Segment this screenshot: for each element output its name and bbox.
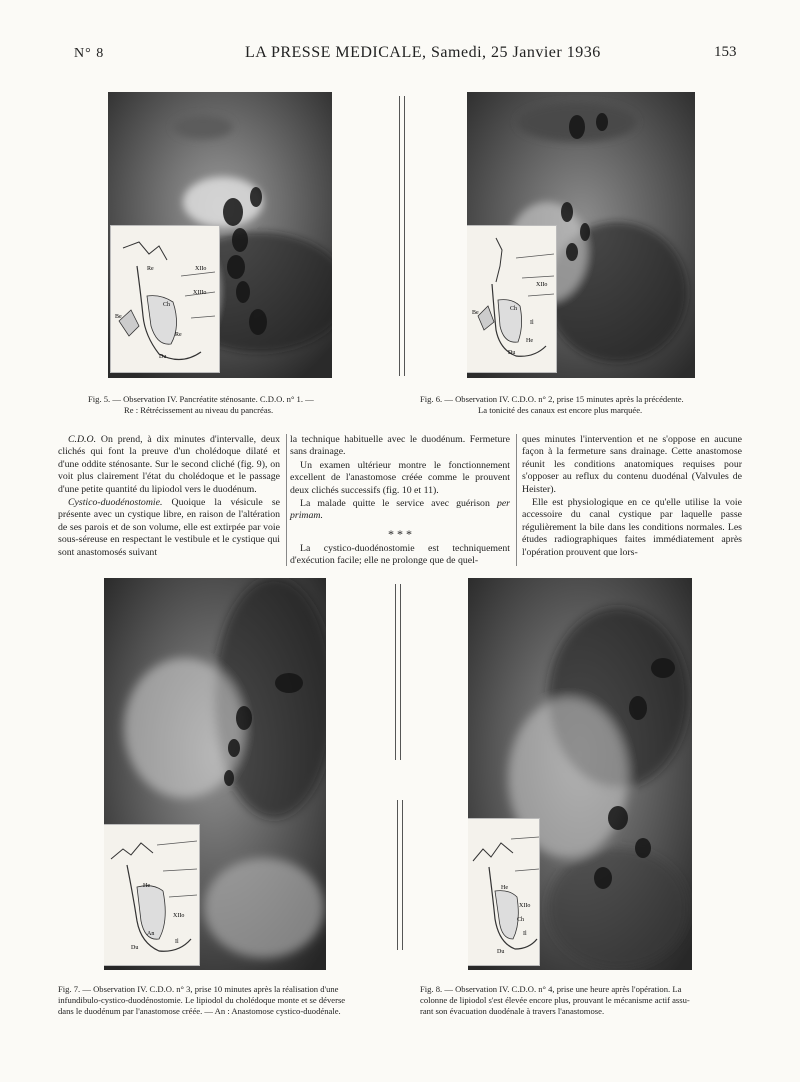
paragraph-body: Quoique la vésicule se présente avec un cystique libre, en raison de l'altération de ses parois et de son volume, elle est extirpée par voie sous-séreuse en respectant le vestibule et le cystique qui sont anastomosés suivant	[58, 497, 280, 558]
schematic-label: Il	[523, 931, 527, 937]
figure-5-radiograph	[108, 92, 332, 378]
schematic-label: Ch	[510, 306, 518, 312]
page-number: 153	[714, 44, 737, 60]
figure-5-schematic	[110, 225, 220, 373]
paragraph-lead: C.D.O.	[68, 434, 97, 445]
divider-line	[399, 96, 400, 376]
divider-line	[395, 584, 396, 760]
paragraph: La cystico-duodénostomie est techniquement d'exécution facile; elle ne prolonge que de quel-	[290, 542, 510, 567]
text-column-1	[58, 434, 280, 560]
caption-line: infundibulo-cystico-duodénostomie. Le lipiodol du cholédoque monte et se déverse	[58, 995, 346, 1005]
schematic-label: Re	[175, 332, 182, 338]
schematic-label: Be	[472, 310, 479, 316]
figure-7-radiograph	[104, 578, 326, 970]
schematic-label: XIIIo	[193, 290, 207, 296]
schematic-label: XIIo	[519, 903, 531, 909]
figure-8-schematic	[468, 818, 540, 966]
divider-line	[402, 800, 403, 950]
schematic-label: Du	[497, 949, 505, 955]
caption-line: Fig. 6. — Observation IV. C.D.O. n° 2, prise 15 minutes après la précédente.	[420, 394, 684, 404]
caption-line: Fig. 5. — Observation IV. Pancréatite sténosante. C.D.O. n° 1. —	[88, 394, 314, 404]
figure-7-schematic	[104, 824, 200, 966]
figure-7-caption	[58, 984, 398, 1017]
column-rule	[516, 434, 517, 566]
figure-6-schematic	[467, 225, 557, 373]
schematic-label: He	[501, 885, 508, 891]
divider-line	[400, 584, 401, 760]
schematic-label: XIIo	[536, 282, 548, 288]
caption-line: La tonicité des canaux est encore plus marquée.	[478, 405, 643, 415]
schematic-label: Re	[147, 266, 154, 272]
paragraph: la technique habituelle avec le duodénum. Fermeture sans drainage.	[290, 434, 510, 458]
caption-line: rant son évacuation duodénale à travers l'anastomose.	[420, 1006, 605, 1016]
schematic-label: Ch	[163, 302, 171, 308]
paragraph-italic: per primam.	[290, 498, 510, 522]
paragraph	[58, 497, 280, 559]
paragraph: ques minutes l'intervention et ne s'oppose en aucune façon à la fermeture sans drainage. Cette anastomose réunit les conditions anatomiques requises pour s'opposer au reflux du contenu duodénal (Valvules de Heister).	[522, 434, 742, 495]
schematic-label: He	[143, 883, 150, 889]
caption-line: Fig. 7. — Observation IV. C.D.O. n° 3, prise 10 minutes après la réalisation d'une	[58, 984, 339, 994]
paragraph: Un examen ultérieur montre le fonctionnement excellent de l'anastomose créée comme le prouvent deux clichés successifs (fig. 10 et 11).	[290, 459, 510, 496]
caption-line: dans le duodénum par l'anastomose créée. — An : Anastomose cystico-duodénale.	[58, 1006, 341, 1016]
schematic-label: He	[526, 338, 533, 344]
section-stars: * * *	[388, 526, 412, 541]
schematic-label: An	[147, 931, 155, 937]
paragraph-body: La malade quitte le service avec guérison	[300, 498, 497, 510]
schematic-label: Du	[508, 350, 516, 356]
paragraph	[290, 498, 510, 523]
paragraph-lead: Cystico-duodénostomie.	[68, 497, 163, 509]
schematic-label: Du	[131, 945, 139, 951]
column-rule	[286, 434, 287, 566]
caption-line: colonne de lipiodol s'est élevée encore plus, prouvant le mécanisme actif assu-	[420, 995, 690, 1005]
paragraph: Elle est physiologique en ce qu'elle utilise la voie accessoire du canal cystique par laquelle passe régulièrement la bile dans les conditions normales. Les études radiographiques faites immédiatement après l'opération prouvent que lors-	[522, 497, 742, 558]
schematic-label: XIIo	[195, 266, 207, 272]
schematic-label: Il	[530, 320, 534, 326]
figure-8-caption	[420, 984, 760, 1017]
text-column-2	[290, 434, 510, 569]
paragraph-body: On prend, à dix minutes d'intervalle, deux clichés qui font la preuve d'un cholédoque dilaté et d'une oddite sténosante. Sur le second cliché (fig. 9), on voit plus clairement l'état du cholédoque et le passage d'une petite quantité du lipiodol vers le duodénum.	[58, 434, 280, 495]
schematic-label: Du	[159, 354, 167, 360]
text-column-3	[522, 434, 742, 560]
figure-8-radiograph	[468, 578, 692, 970]
figure-6-caption	[420, 394, 760, 416]
schematic-label: XIIo	[173, 913, 185, 919]
journal-title: LA PRESSE MEDICALE, Samedi, 25 Janvier 1936	[245, 44, 601, 61]
figure-5-caption	[88, 394, 368, 416]
paragraph	[58, 434, 280, 496]
divider-line	[404, 96, 405, 376]
schematic-label: Il	[175, 939, 179, 945]
figure-6-radiograph	[467, 92, 695, 378]
caption-line: Fig. 8. — Observation IV. C.D.O. n° 4, prise une heure après l'opération. La	[420, 984, 682, 994]
schematic-label: Ch	[517, 917, 525, 923]
schematic-label: Be	[115, 314, 122, 320]
divider-line	[397, 800, 398, 950]
caption-line: Re : Rétrécissement au niveau du pancréas.	[124, 405, 274, 415]
issue-number: N° 8	[74, 46, 105, 61]
